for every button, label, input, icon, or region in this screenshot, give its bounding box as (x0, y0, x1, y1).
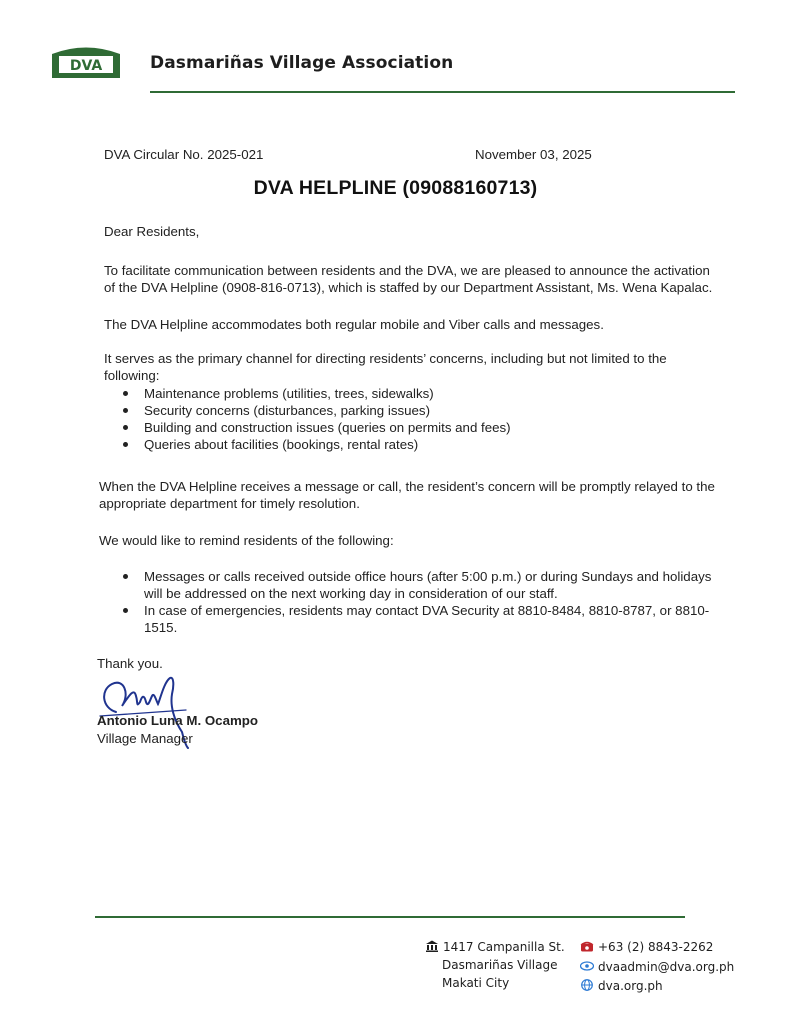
salutation: Dear Residents, (104, 224, 200, 239)
reminders-list (120, 568, 720, 636)
footer-divider (95, 916, 685, 918)
address-line-1: 1417 Campanilla St. (425, 938, 565, 956)
list-item: Queries about facilities (bookings, rental rates) (120, 436, 720, 453)
bullet-icon (123, 574, 128, 579)
header-divider (150, 91, 735, 93)
address-line-3: Makati City (442, 976, 510, 990)
bullet-icon (123, 391, 128, 396)
dva-logo (50, 44, 122, 80)
globe-icon (580, 979, 594, 991)
list-item: Maintenance problems (utilities, trees, sidewalks) (120, 385, 720, 402)
concerns-list (120, 385, 720, 453)
bullet-icon (123, 442, 128, 447)
list-item: Security concerns (disturbances, parking issues) (120, 402, 720, 419)
closing: Thank you. (97, 656, 163, 671)
org-name: Dasmariñas Village Association (150, 53, 454, 73)
footer-phone: +63 (2) 8843-2262 (580, 938, 713, 956)
bullet-icon (123, 608, 128, 613)
bullet-icon (123, 408, 128, 413)
list-item: Building and construction issues (queries on permits and fees) (120, 419, 720, 436)
page-title: DVA HELPLINE (09088160713) (253, 177, 538, 199)
signer-name: Antonio Luna M. Ocampo (97, 713, 259, 728)
signer-title: Village Manager (97, 731, 193, 746)
list-item: Messages or calls received outside office hours (after 5:00 p.m.) or during Sundays and holidays will be addressed on the next working day in consideration of our staff. (120, 568, 720, 602)
address-line-2: Dasmariñas Village (442, 958, 558, 972)
circular-number: DVA Circular No. 2025-021 (104, 147, 264, 162)
intro-paragraph: To facilitate communication between residents and the DVA, we are pleased to announce the activation of the DVA Helpline (0908-816-0713), which is staffed by our Department Assistant, Ms. Wena Kapalac. (104, 263, 713, 295)
phone-icon (580, 940, 594, 952)
email-icon (580, 960, 594, 972)
reminder-intro: We would like to remind residents of the following: (99, 533, 394, 548)
logo-text: DVA (69, 58, 103, 74)
relay-paragraph: When the DVA Helpline receives a message or call, the resident’s concern will be promptly relayed to the appropriate department for timely resolution. (99, 479, 715, 511)
purpose-paragraph: It serves as the primary channel for directing residents’ concerns, including but not limited to the following: (104, 351, 667, 383)
footer-email[interactable]: dvaadmin@dva.org.ph (580, 958, 734, 976)
footer-website[interactable]: dva.org.ph (580, 977, 663, 995)
channels-paragraph: The DVA Helpline accommodates both regular mobile and Viber calls and messages. (104, 317, 604, 332)
building-icon (425, 940, 439, 952)
bullet-icon (123, 425, 128, 430)
list-item: In case of emergencies, residents may contact DVA Security at 8810-8484, 8810-8787, or 8810-1515. (120, 602, 720, 636)
circular-date: November 03, 2025 (475, 147, 592, 162)
